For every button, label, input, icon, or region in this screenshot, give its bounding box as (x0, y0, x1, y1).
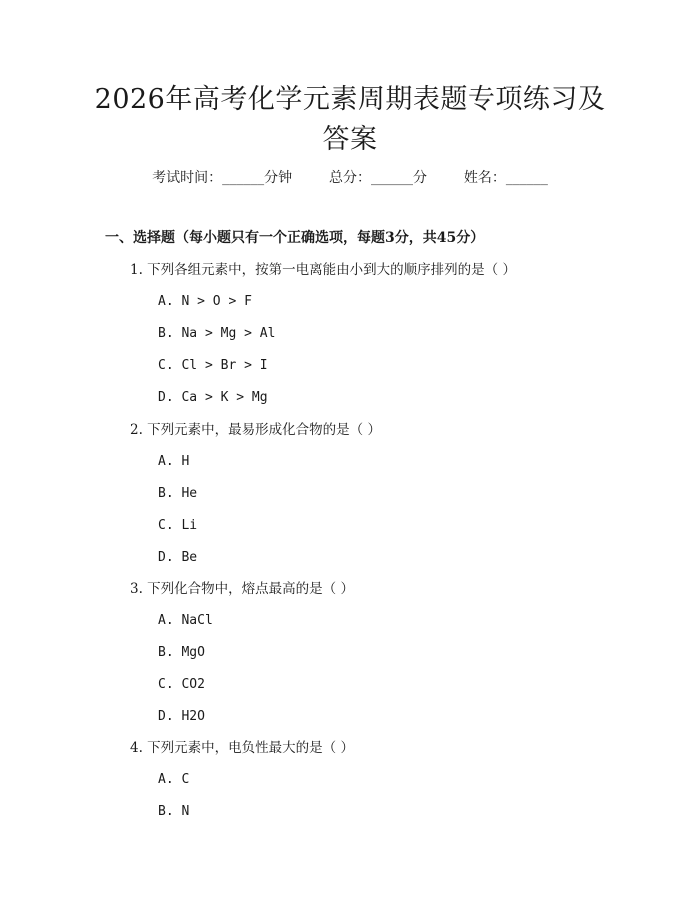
question-option: B. Na > Mg > Al (158, 326, 276, 341)
question-option: B. N (158, 804, 190, 819)
question-option: C. CO2 (158, 677, 205, 692)
question-option: D. Ca > K > Mg (158, 390, 268, 405)
question-option: D. H2O (158, 709, 205, 724)
exam-time-field: 考试时间：______分钟 (152, 170, 293, 186)
question-option: C. Cl > Br > I (158, 358, 268, 373)
question-option: B. He (158, 486, 198, 501)
exam-meta (0, 168, 700, 188)
question-stem: 3. 下列化合物中，熔点最高的是（ ） (130, 581, 354, 597)
question-stem: 1. 下列各组元素中，按第一电离能由小到大的顺序排列的是（ ） (130, 262, 516, 278)
question-stem: 2. 下列元素中，最易形成化合物的是（ ） (130, 422, 381, 438)
question-option: A. H (158, 454, 190, 469)
document-title: 2026年高考化学元素周期表题专项练习及答案 (94, 84, 606, 155)
student-name-field: 姓名：______ (463, 170, 548, 186)
total-score-field: 总分：______分 (329, 170, 427, 186)
section-heading: 一、选择题（每小题只有一个正确选项，每题3分，共45分） (105, 230, 485, 246)
question-option: B. MgO (158, 645, 205, 660)
question-option: A. NaCl (158, 613, 213, 628)
question-option: A. C (158, 772, 190, 787)
question-stem: 4. 下列元素中，电负性最大的是（ ） (130, 740, 354, 756)
question-option: D. Be (158, 550, 198, 565)
question-option: A. N > O > F (158, 294, 252, 309)
question-option: C. Li (158, 518, 198, 533)
